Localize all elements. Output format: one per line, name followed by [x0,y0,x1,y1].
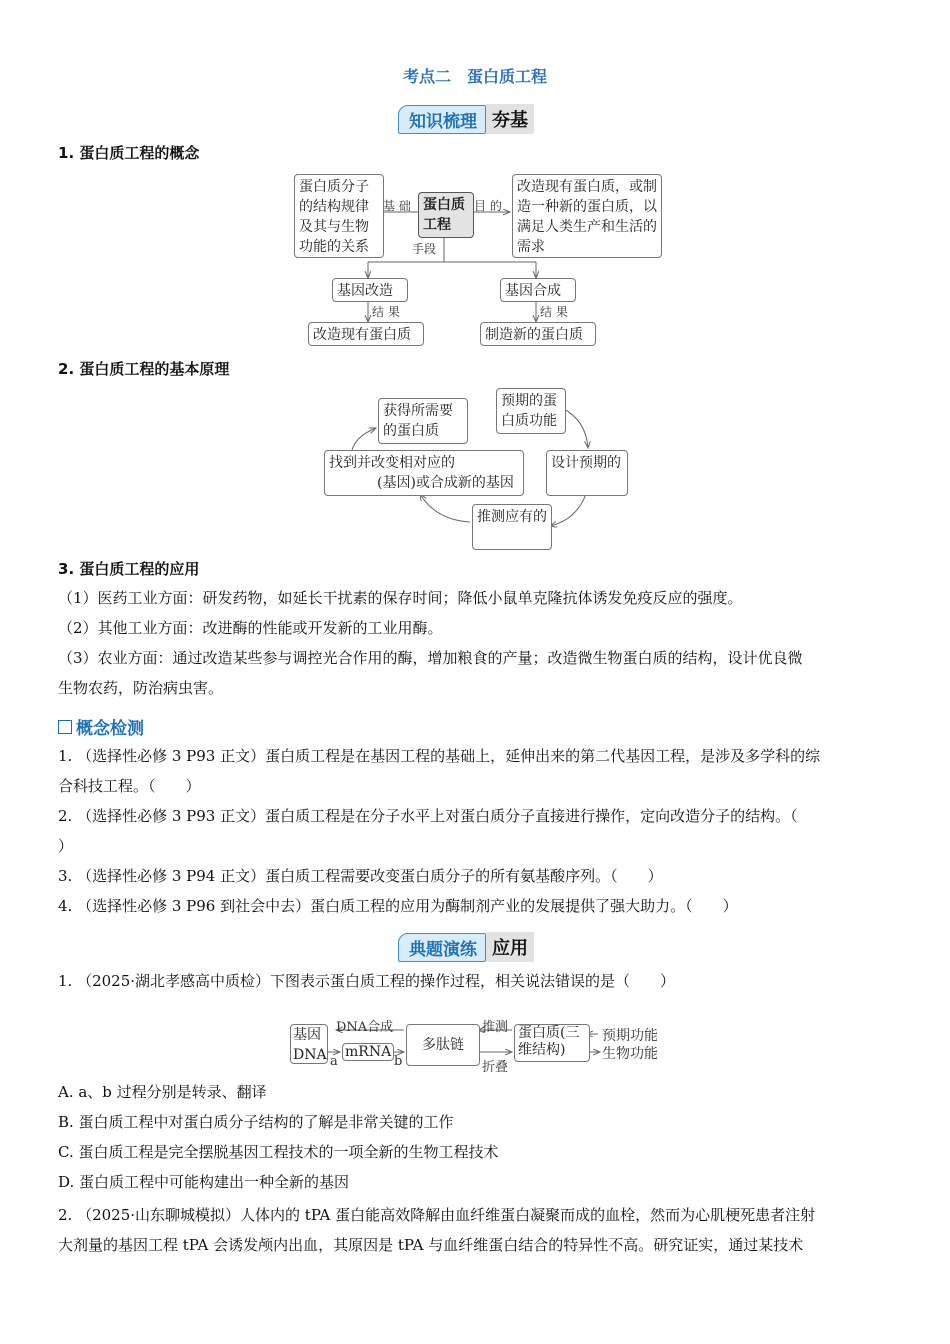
question-1-options [58,1077,898,1197]
option-d: D. 蛋白质工程中可能构建出一种全新的基因 [58,1173,350,1191]
concept-item: ） [58,837,74,855]
heading-text: . 蛋白质工程的基本原理 [68,360,230,378]
concept-item: 3. （选择性必修 3 P94 正文）蛋白质工程需要改变蛋白质分子的所有氨基酸序列。（ ） [58,867,663,885]
application-item: （3）农业方面：通过改造某些参与调控光合作用的酶，增加粮食的产量；改造微生物蛋白质的结构，设计优良微 [58,649,803,667]
checkbox-square-icon [58,720,72,734]
label-fold: 折叠 [482,1060,509,1075]
node-find-gene-line1: 找到并改变相对应的 [329,455,455,471]
node-infer-expected: 推测应有的 [472,504,552,550]
node-modify-existing-protein: 改造现有蛋白质 [308,322,424,346]
concept-check-list [58,741,898,921]
label-dna-synthesis: DNA合成 [336,1020,394,1035]
concept-item: 合科技工程。（ ） [58,777,201,795]
node-create-new-protein: 制造新的蛋白质 [480,322,596,346]
label-means: 手段 [412,242,437,256]
badge-label: 典题演练 [398,933,486,962]
label-biological-function: 生物功能 [602,1046,658,1062]
heading-number: 1 [58,144,69,162]
node-find-gene-line2: (基因)或合成新的基因 [377,475,514,491]
label-result-1: 结 果 [372,305,400,319]
label-b: b [394,1054,403,1069]
application-item: （1）医药工业方面：研发药物，如延长干扰素的保存时间；降低小鼠单克隆抗体诱发免疫反应的强度。 [58,589,743,607]
section-2-heading [58,358,229,379]
label-result-2: 结 果 [540,305,568,319]
node-purpose: 改造现有蛋白质，或制造一种新的蛋白质，以满足人类生产和生活的需求 [512,174,662,258]
question-1-stem: 1. （2025·湖北孝感高中质检）下图表示蛋白质工程的操作过程，相关说法错误的是（ ） [58,972,676,990]
node-mrna: mRNA [342,1043,394,1061]
node-gene-dna: 基因DNA [290,1024,328,1064]
badge-suffix: 夯基 [486,104,534,134]
node-protein-3d: 蛋白质(三维结构) [514,1024,590,1062]
option-c: C. 蛋白质工程是完全摆脱基因工程技术的一项全新的生物工程技术 [58,1143,499,1161]
node-basis: 蛋白质分子的结构规律及其与生物功能的关系 [294,174,384,258]
section-3-heading [58,558,199,579]
node-expected-function: 预期的蛋白质功能 [496,388,566,434]
label-infer: 推测 [482,1020,509,1035]
option-a: A. a、b 过程分别是转录、翻译 [58,1083,267,1101]
application-item: 生物农药，防治病虫害。 [58,679,224,697]
node-gene-modification: 基因改造 [332,278,408,302]
node-design-expected: 设计预期的 [546,450,628,496]
heading-text: . 蛋白质工程的概念 [68,144,200,162]
question-2-stem [58,1200,898,1260]
heading-number: 2 [58,360,69,378]
concept-item: 2. （选择性必修 3 P93 正文）蛋白质工程是在分子水平上对蛋白质分子直接进行操作，定向改造分子的结构。（ [58,807,798,825]
node-polypeptide: 多肽链 [406,1024,480,1066]
section-badge-practice [398,932,534,962]
label-purpose: 目 的 [474,199,502,213]
question-2-line: 2. （2025·山东聊城模拟）人体内的 tPA 蛋白能高效降解由血纤维蛋白凝聚而成的血栓，然而为心肌梗死患者注射 [58,1206,816,1224]
concept-check-title: 概念检测 [76,719,144,739]
option-b: B. 蛋白质工程中对蛋白质分子结构的了解是非常关键的工作 [58,1113,454,1131]
badge-suffix: 应用 [486,932,534,962]
concept-item: 1. （选择性必修 3 P93 正文）蛋白质工程是在基因工程的基础上，延伸出来的第二代基因工程，是涉及多学科的综 [58,747,821,765]
label-expected-function: 预期功能 [602,1028,658,1044]
node-obtain-protein: 获得所需要的蛋白质 [378,398,468,444]
node-protein-engineering: 蛋白质工程 [418,192,474,238]
badge-label: 知识梳理 [398,105,486,134]
heading-number: 3 [58,560,69,578]
node-gene-synthesis: 基因合成 [500,278,576,302]
page-title: 考点二 蛋白质工程 [402,67,547,86]
application-list [58,583,898,703]
label-basis: 基 础 [383,199,411,213]
concept-item: 4. （选择性必修 3 P96 到社会中去）蛋白质工程的应用为酶制剂产业的发展提供了强大助力。（ ） [58,897,738,915]
heading-text: . 蛋白质工程的应用 [68,560,200,578]
node-find-gene [324,450,524,496]
label-a: a [330,1054,338,1069]
application-item: （2）其他工业方面：改进酶的性能或开发新的工业用酶。 [58,619,443,637]
concept-check-heading [58,714,144,739]
question-2-line: 大剂量的基因工程 tPA 会诱发颅内出血，其原因是 tPA 与血纤维蛋白结合的特异性不高。研究证实，通过某技术 [58,1236,804,1254]
